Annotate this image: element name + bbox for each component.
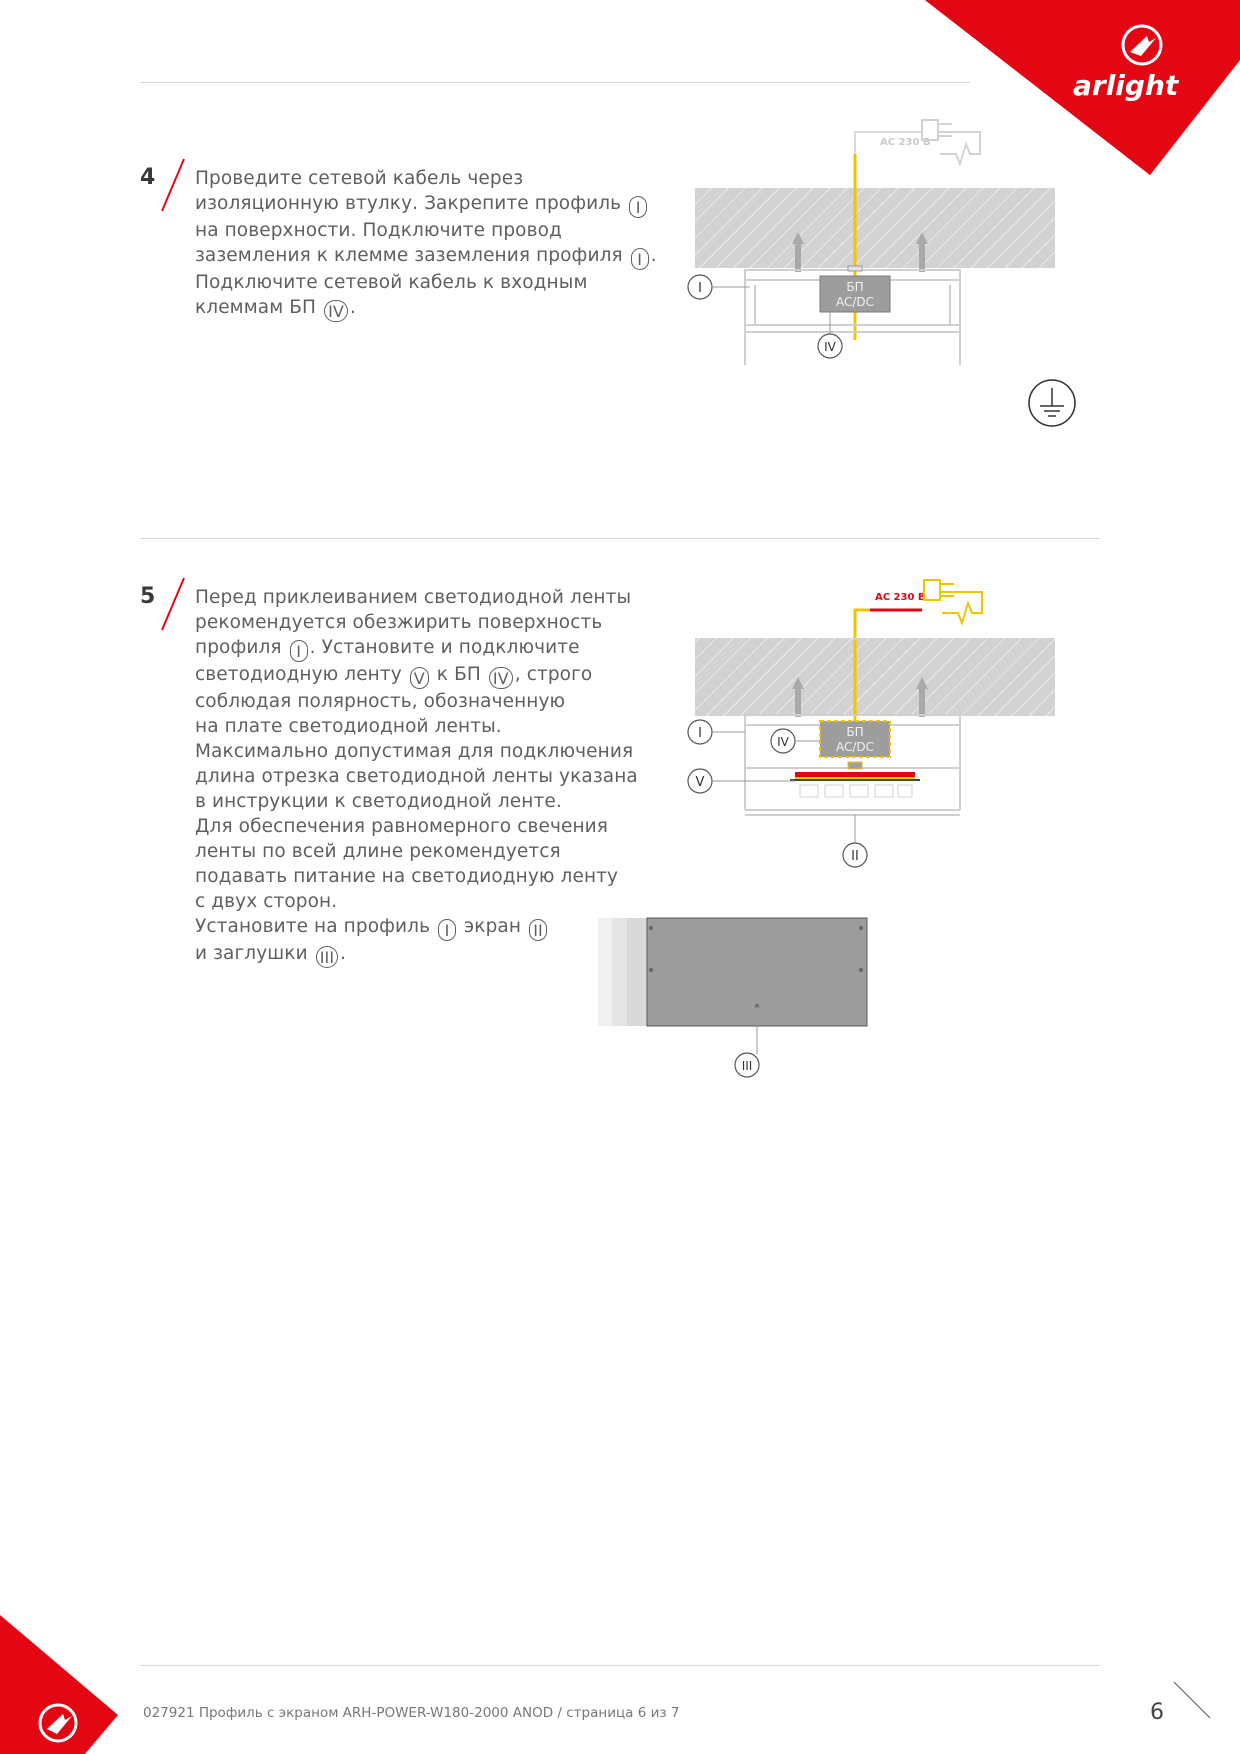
text-line: длина отрезка светодиодной ленты указана bbox=[195, 766, 638, 787]
text-line: Подключите сетевой кабель к входным bbox=[195, 272, 588, 293]
callout-ref: I bbox=[290, 640, 308, 662]
page-corner-icon bbox=[1172, 1680, 1212, 1720]
diagram-step-4 bbox=[670, 110, 1090, 440]
text-line: заземления к клемме заземления профиля I . bbox=[195, 245, 657, 269]
callout-ref: V bbox=[410, 667, 429, 689]
footer-text: 027921 Профиль с экраном ARH-POWER-W180-2000 ANOD / страница 6 из 7 bbox=[143, 1705, 680, 1721]
text-line: в инструкции к светодиодной ленте. bbox=[195, 791, 562, 812]
callout-ref: I bbox=[629, 196, 647, 218]
brand-wordmark: arlight bbox=[1073, 69, 1179, 102]
step-4-number: 4 bbox=[140, 165, 156, 190]
psu-label-2a: БП bbox=[846, 725, 864, 739]
callout-I-1: I bbox=[698, 281, 702, 296]
text-line: Установите на профиль I экран II bbox=[195, 914, 638, 941]
text-line: светодиодную ленту V к БП IV , строго bbox=[195, 664, 593, 688]
psu-label-1b: AC/DC bbox=[835, 295, 875, 309]
step-5-text bbox=[195, 585, 638, 968]
text-line: Для обеспечения равномерного свечения bbox=[195, 816, 609, 837]
footer-divider bbox=[140, 1665, 1100, 1666]
text-line: и заглушки III . bbox=[195, 943, 347, 967]
diagram-step-5 bbox=[670, 565, 1090, 875]
text-line: изоляционную втулку. Закрепите профиль I bbox=[195, 191, 657, 218]
text-line: Перед приклеиванием светодиодной ленты bbox=[195, 587, 632, 608]
top-divider bbox=[140, 82, 970, 83]
voltage-label-2: AC 230 В bbox=[875, 592, 926, 603]
diagram-end-cap bbox=[595, 910, 875, 1080]
callout-ref: IV bbox=[489, 667, 513, 689]
callout-ref: II bbox=[529, 919, 547, 941]
text-line: ленты по всей длине рекомендуется bbox=[195, 841, 561, 862]
step-5-number: 5 bbox=[140, 584, 156, 609]
text-line: на плате светодиодной ленты. bbox=[195, 716, 502, 737]
section-divider bbox=[140, 538, 1100, 539]
text-line: на поверхности. Подключите провод bbox=[195, 220, 562, 241]
callout-ref: III bbox=[316, 946, 338, 968]
ground-icon bbox=[1029, 380, 1075, 426]
callout-IV-1: IV bbox=[824, 340, 836, 354]
callout-ref: I bbox=[438, 919, 456, 941]
callout-ref: IV bbox=[324, 300, 348, 322]
text-line: профиля I . Установите и подключите bbox=[195, 637, 580, 661]
page-number: 6 bbox=[1150, 1700, 1164, 1725]
callout-ref: I bbox=[631, 248, 649, 270]
callout-III: III bbox=[741, 1059, 753, 1073]
step-4-text bbox=[195, 166, 657, 322]
text-line: с двух сторон. bbox=[195, 891, 338, 912]
step-slash-icon bbox=[158, 157, 186, 213]
psu-label-2b: AC/DC bbox=[835, 740, 875, 754]
brand-corner-bottom bbox=[0, 1615, 120, 1754]
text-line: Максимально допустимая для подключения bbox=[195, 741, 634, 762]
text-line: подавать питание на светодиодную ленту bbox=[195, 866, 619, 887]
psu-label-1a: БП bbox=[846, 280, 864, 294]
callout-IV-2: IV bbox=[777, 735, 789, 749]
text-line: Проведите сетевой кабель через bbox=[195, 168, 524, 189]
voltage-label-1: AC 230 В bbox=[880, 137, 931, 148]
callout-V: V bbox=[695, 775, 705, 790]
text-line: соблюдая полярность, обозначенную bbox=[195, 691, 566, 712]
callout-I-2: I bbox=[698, 726, 702, 741]
text-line: рекомендуется обезжирить поверхность bbox=[195, 612, 603, 633]
text-line: клеммам БП IV . bbox=[195, 297, 356, 321]
step-slash-icon bbox=[158, 576, 186, 632]
callout-II: II bbox=[851, 849, 859, 864]
